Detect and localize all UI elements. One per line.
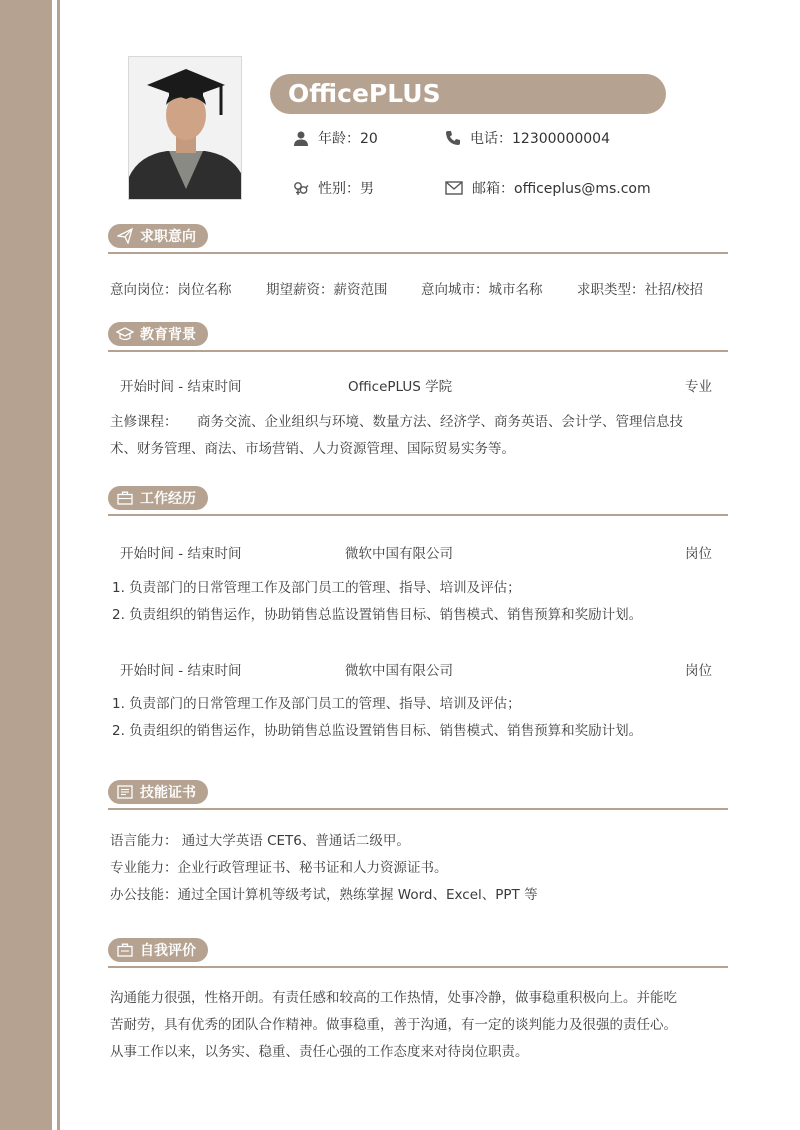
phone-icon [444, 129, 462, 147]
name-banner: OfficePLUS [270, 74, 666, 114]
gender-icon [292, 179, 310, 197]
skill-professional: 专业能力：企业行政管理证书、秘书证和人力资源证书。 [110, 860, 448, 876]
section-self-eval-rule [108, 966, 728, 968]
age-text: 年龄：20 [318, 131, 378, 147]
section-skills-rule [108, 808, 728, 810]
work-1-role: 岗位 [685, 546, 712, 562]
left-decor-bar [0, 0, 52, 1130]
section-work [108, 486, 728, 516]
section-education-rule [108, 350, 728, 352]
section-work-rule [108, 514, 728, 516]
age-info [292, 128, 378, 148]
work-1-duty-2: 2. 负责组织的销售运作，协助销售总监设置销售目标、销售模式、销售预算和奖励计划。 [112, 607, 643, 623]
person-icon [292, 129, 310, 147]
education-major: 专业 [685, 379, 712, 395]
section-skills [108, 780, 728, 810]
intent-position: 意向岗位：岗位名称 [110, 282, 232, 298]
gender-text: 性别：男 [318, 181, 374, 197]
section-skills-pill [108, 780, 208, 804]
section-education [108, 322, 728, 352]
education-period: 开始时间 - 结束时间 [120, 379, 242, 395]
work-2-period: 开始时间 - 结束时间 [120, 663, 242, 679]
phone-text: 电话：12300000004 [470, 131, 610, 147]
paper-plane-icon [116, 227, 134, 245]
section-work-pill [108, 486, 208, 510]
work-2-company: 微软中国有限公司 [345, 663, 453, 679]
section-intent-rule [108, 252, 728, 254]
email-info [444, 178, 651, 198]
work-1-company: 微软中国有限公司 [345, 546, 453, 562]
work-2-role: 岗位 [685, 663, 712, 679]
section-education-title: 教育背景 [140, 327, 196, 343]
work-2-duty-1: 1. 负责部门的日常管理工作及部门员工的管理、指导、培训及评估； [112, 696, 521, 712]
section-self-eval-title: 自我评价 [140, 943, 196, 959]
courses-label: 主修课程： [110, 414, 178, 430]
self-eval-icon [116, 941, 134, 959]
section-skills-title: 技能证书 [140, 785, 196, 801]
courses-line-2: 术、财务管理、商法、市场营销、人力资源管理、国际贸易实务等。 [110, 441, 515, 457]
skill-office: 办公技能：通过全国计算机等级考试，熟练掌握 Word、Excel、PPT 等 [110, 887, 538, 903]
section-work-title: 工作经历 [140, 491, 196, 507]
profile-photo [128, 56, 242, 200]
education-school: OfficePLUS 学院 [348, 379, 453, 395]
section-education-pill [108, 322, 208, 346]
email-text: 邮箱：officeplus@ms.com [472, 181, 651, 197]
section-self-eval [108, 938, 728, 968]
briefcase-icon [116, 489, 134, 507]
mail-icon [444, 179, 464, 197]
intent-type: 求职类型：社招/校招 [577, 282, 704, 298]
work-1-duty-1: 1. 负责部门的日常管理工作及部门员工的管理、指导、培训及评估； [112, 580, 521, 596]
section-self-eval-pill [108, 938, 208, 962]
section-intent [108, 224, 728, 254]
work-1-period: 开始时间 - 结束时间 [120, 546, 242, 562]
courses-line-1: 商务交流、企业组织与环境、数量方法、经济学、商务英语、会计学、管理信息技 [197, 414, 683, 430]
skill-language: 语言能力： 通过大学英语 CET6、普通话二级甲。 [110, 833, 410, 849]
intent-salary: 期望薪资：薪资范围 [266, 282, 388, 298]
self-eval-line-1: 沟通能力很强，性格开朗。有责任感和较高的工作热情，处事冷静，做事稳重积极向上。并能吃 [110, 990, 677, 1006]
section-intent-title: 求职意向 [140, 229, 196, 245]
left-decor-line [57, 0, 60, 1130]
section-intent-pill [108, 224, 208, 248]
graduation-cap-icon [116, 325, 134, 343]
certificate-icon [116, 783, 134, 801]
self-eval-line-3: 从事工作以来，以务实、稳重、责任心强的工作态度来对待岗位职责。 [110, 1044, 529, 1060]
phone-info [444, 128, 610, 148]
intent-city: 意向城市：城市名称 [421, 282, 543, 298]
work-2-duty-2: 2. 负责组织的销售运作，协助销售总监设置销售目标、销售模式、销售预算和奖励计划。 [112, 723, 643, 739]
self-eval-line-2: 苦耐劳，具有优秀的团队合作精神。做事稳重，善于沟通，有一定的谈判能力及很强的责任心。 [110, 1017, 677, 1033]
gender-info [292, 178, 374, 198]
